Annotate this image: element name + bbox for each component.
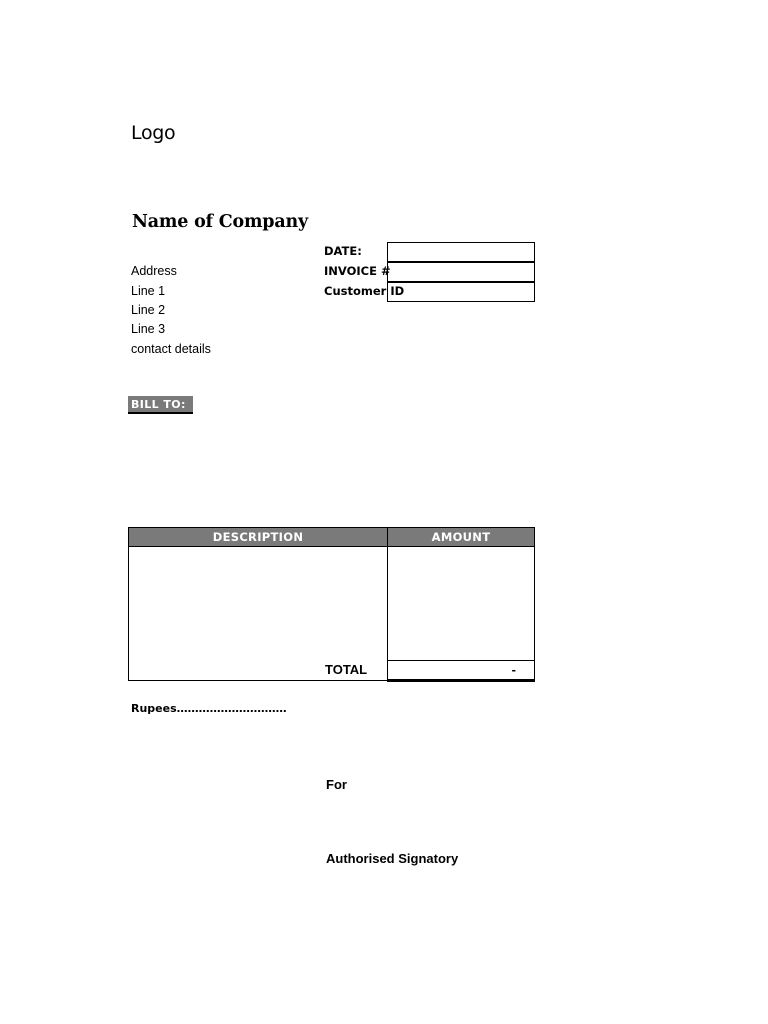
bill-to-label: BILL TO:	[128, 396, 193, 414]
total-double-underline	[387, 681, 535, 682]
authorised-signatory: Authorised Signatory	[326, 851, 459, 866]
description-header: DESCRIPTION	[212, 530, 304, 544]
address-line-3: Line 3	[131, 322, 166, 336]
for-label: For	[326, 777, 347, 792]
contact-details: contact details	[131, 342, 211, 356]
total-value: -	[511, 662, 516, 677]
company-name: Name of Company	[132, 212, 308, 232]
items-table	[128, 527, 535, 681]
date-field[interactable]	[387, 242, 535, 262]
logo-placeholder: Logo	[131, 122, 176, 144]
total-label: TOTAL	[325, 662, 368, 677]
amount-header: AMOUNT	[431, 530, 491, 544]
address-label: Address	[131, 264, 177, 278]
column-divider	[387, 547, 388, 660]
invoice-label: INVOICE #	[324, 264, 391, 278]
rupees-in-words: Rupees…………………………	[131, 702, 287, 715]
address-line-1: Line 1	[131, 284, 166, 298]
address-line-2: Line 2	[131, 303, 166, 317]
customer-id-field[interactable]	[387, 282, 535, 302]
customer-id-label: Customer ID	[324, 284, 405, 298]
invoice-number-field[interactable]	[387, 262, 535, 282]
date-label: DATE:	[324, 244, 362, 258]
